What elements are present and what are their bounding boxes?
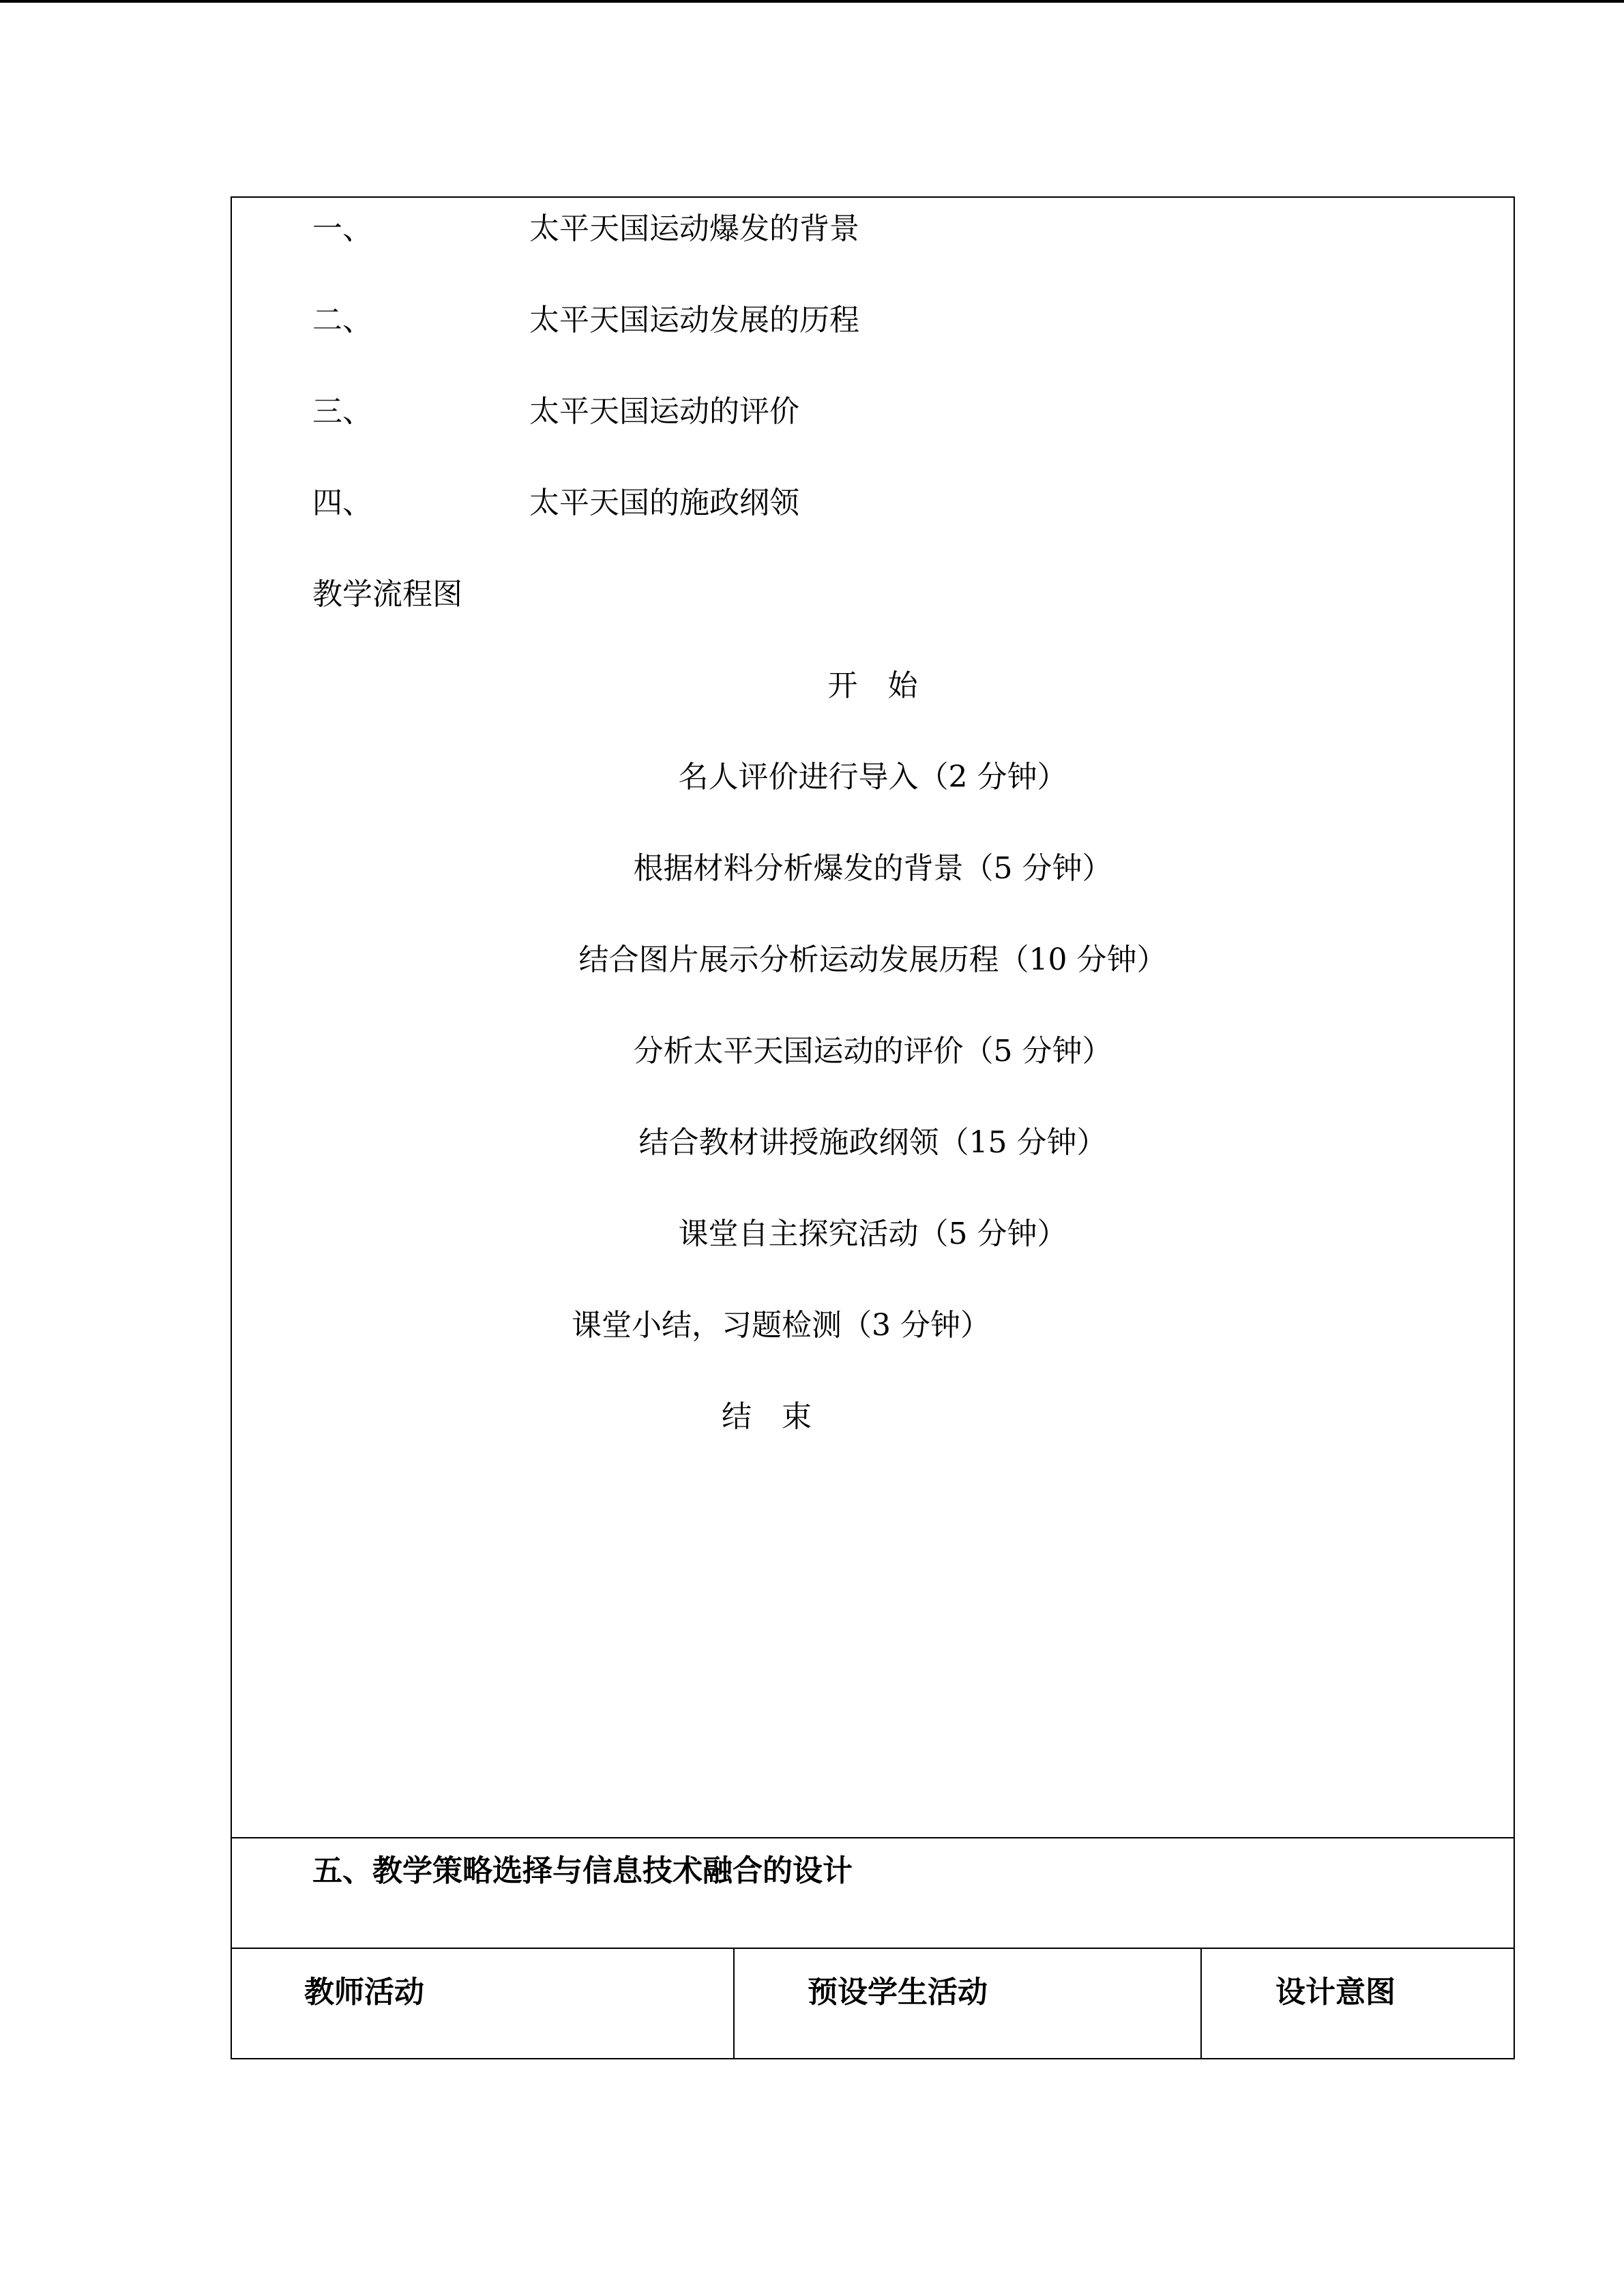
outline-number-1: 一、 [312, 211, 372, 246]
flow-step-background: 根据材料分析爆发的背景（5 分钟） [633, 851, 1112, 886]
outline-item-2: 太平天国运动发展的历程 [529, 303, 859, 338]
page-top-rule [0, 0, 1624, 3]
flow-step-start: 开 始 [827, 668, 918, 703]
column-header-teacher: 教师活动 [304, 1975, 424, 2010]
flow-step-development: 结合图片展示分析运动发展历程（10 分钟） [578, 942, 1167, 977]
flowchart-heading: 教学流程图 [312, 577, 462, 612]
flow-step-introduction: 名人评价进行导入（2 分钟） [678, 760, 1067, 794]
flow-step-evaluation: 分析太平天国运动的评价（5 分钟） [633, 1034, 1112, 1069]
outline-number-4: 四、 [312, 486, 372, 520]
table-divider-columns [231, 1948, 1515, 1949]
section5-heading: 五、教学策略选择与信息技术融合的设计 [312, 1853, 853, 1888]
outline-item-3: 太平天国运动的评价 [529, 394, 799, 429]
outline-item-1: 太平天国运动爆发的背景 [529, 211, 859, 246]
column-header-student: 预设学生活动 [808, 1975, 988, 2010]
flow-step-end: 结 束 [722, 1399, 812, 1434]
flow-step-program: 结合教材讲授施政纲领（15 分钟） [638, 1125, 1107, 1160]
column-header-intent: 设计意图 [1275, 1975, 1396, 2010]
outline-item-4: 太平天国的施政纲领 [529, 486, 799, 520]
flow-step-inquiry: 课堂自主探究活动（5 分钟） [678, 1217, 1067, 1251]
flow-step-summary: 课堂小结，习题检测（3 分钟） [572, 1308, 990, 1343]
table-divider-section5 [231, 1837, 1515, 1838]
outline-number-3: 三、 [312, 394, 372, 429]
outline-number-2: 二、 [312, 303, 372, 338]
column-divider-1 [733, 1948, 735, 2059]
column-divider-2 [1200, 1948, 1202, 2059]
